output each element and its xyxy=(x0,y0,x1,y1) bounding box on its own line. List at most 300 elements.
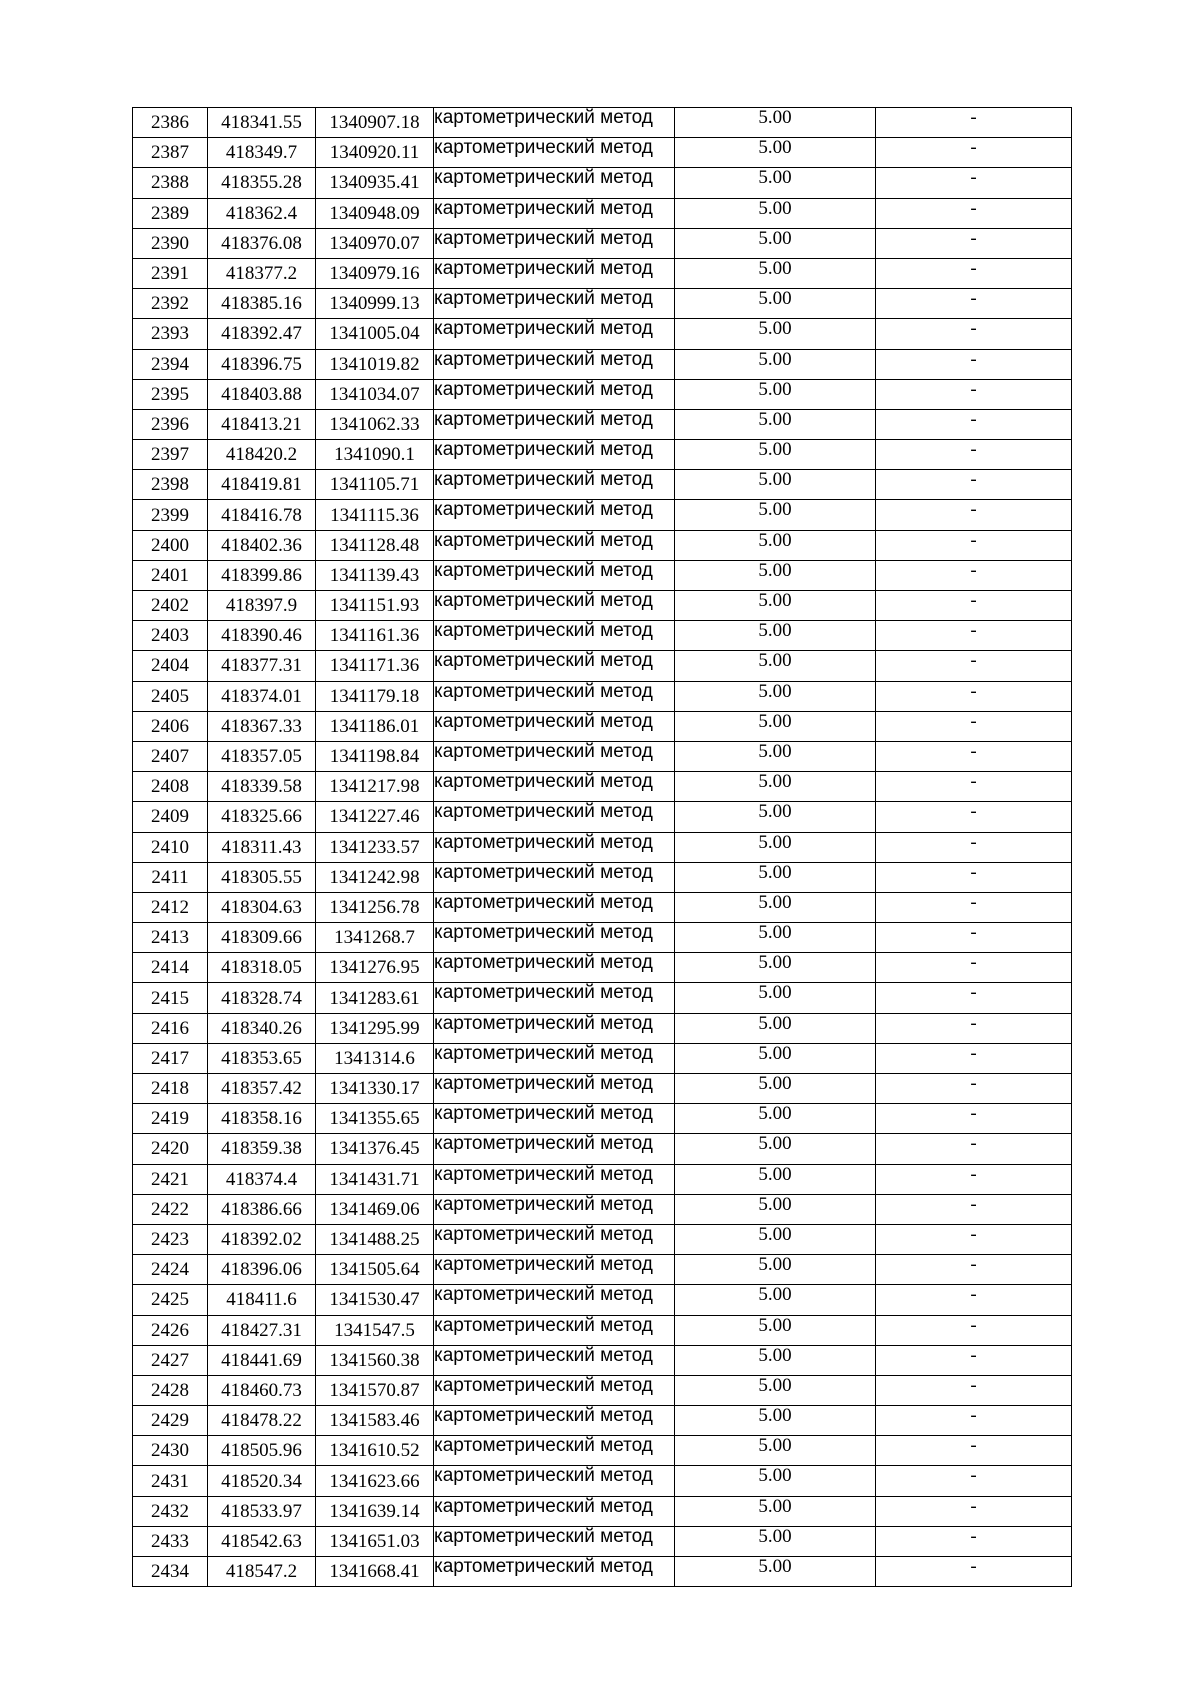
x-coordinate-cell: 418386.66 xyxy=(208,1194,316,1224)
point-number-cell: 2419 xyxy=(133,1104,208,1134)
accuracy-cell: 5.00 xyxy=(675,621,876,651)
method-cell: картометрический метод xyxy=(434,319,675,349)
y-coordinate-cell: 1341330.17 xyxy=(316,1074,434,1104)
note-cell: - xyxy=(876,1194,1072,1224)
x-coordinate-cell: 418441.69 xyxy=(208,1345,316,1375)
accuracy-cell: 5.00 xyxy=(675,1375,876,1405)
x-coordinate-cell: 418328.74 xyxy=(208,983,316,1013)
point-number-cell: 2427 xyxy=(133,1345,208,1375)
accuracy-cell: 5.00 xyxy=(675,1013,876,1043)
coordinates-table xyxy=(132,107,1072,1587)
x-coordinate-cell: 418377.2 xyxy=(208,258,316,288)
x-coordinate-cell: 418374.01 xyxy=(208,681,316,711)
point-number-cell: 2393 xyxy=(133,319,208,349)
note-cell: - xyxy=(876,319,1072,349)
note-cell: - xyxy=(876,741,1072,771)
note-cell: - xyxy=(876,228,1072,258)
method-cell: картометрический метод xyxy=(434,1194,675,1224)
table-row xyxy=(133,1134,1072,1164)
method-cell: картометрический метод xyxy=(434,168,675,198)
accuracy-cell: 5.00 xyxy=(675,651,876,681)
y-coordinate-cell: 1341610.52 xyxy=(316,1436,434,1466)
y-coordinate-cell: 1341242.98 xyxy=(316,862,434,892)
note-cell: - xyxy=(876,168,1072,198)
note-cell: - xyxy=(876,108,1072,138)
method-cell: картометрический метод xyxy=(434,892,675,922)
y-coordinate-cell: 1341227.46 xyxy=(316,802,434,832)
point-number-cell: 2389 xyxy=(133,198,208,228)
x-coordinate-cell: 418318.05 xyxy=(208,953,316,983)
x-coordinate-cell: 418505.96 xyxy=(208,1436,316,1466)
x-coordinate-cell: 418396.06 xyxy=(208,1255,316,1285)
table-row xyxy=(133,591,1072,621)
table-row xyxy=(133,1466,1072,1496)
method-cell: картометрический метод xyxy=(434,711,675,741)
table-row xyxy=(133,1496,1072,1526)
note-cell: - xyxy=(876,1255,1072,1285)
note-cell: - xyxy=(876,1164,1072,1194)
accuracy-cell: 5.00 xyxy=(675,681,876,711)
method-cell: картометрический метод xyxy=(434,1043,675,1073)
point-number-cell: 2404 xyxy=(133,651,208,681)
table-row xyxy=(133,1526,1072,1556)
x-coordinate-cell: 418478.22 xyxy=(208,1406,316,1436)
method-cell: картометрический метод xyxy=(434,1406,675,1436)
table-row xyxy=(133,108,1072,138)
method-cell: картометрический метод xyxy=(434,138,675,168)
x-coordinate-cell: 418547.2 xyxy=(208,1557,316,1587)
method-cell: картометрический метод xyxy=(434,1345,675,1375)
table-row xyxy=(133,1194,1072,1224)
method-cell: картометрический метод xyxy=(434,1074,675,1104)
x-coordinate-cell: 418411.6 xyxy=(208,1285,316,1315)
table-row xyxy=(133,1436,1072,1466)
method-cell: картометрический метод xyxy=(434,289,675,319)
point-number-cell: 2394 xyxy=(133,349,208,379)
x-coordinate-cell: 418353.65 xyxy=(208,1043,316,1073)
method-cell: картометрический метод xyxy=(434,1224,675,1254)
x-coordinate-cell: 418399.86 xyxy=(208,560,316,590)
table-row xyxy=(133,1285,1072,1315)
y-coordinate-cell: 1341505.64 xyxy=(316,1255,434,1285)
table-row xyxy=(133,711,1072,741)
y-coordinate-cell: 1341161.36 xyxy=(316,621,434,651)
table-row xyxy=(133,530,1072,560)
accuracy-cell: 5.00 xyxy=(675,1043,876,1073)
table-row xyxy=(133,832,1072,862)
x-coordinate-cell: 418460.73 xyxy=(208,1375,316,1405)
note-cell: - xyxy=(876,470,1072,500)
note-cell: - xyxy=(876,802,1072,832)
accuracy-cell: 5.00 xyxy=(675,168,876,198)
x-coordinate-cell: 418416.78 xyxy=(208,500,316,530)
table-row xyxy=(133,289,1072,319)
method-cell: картометрический метод xyxy=(434,1104,675,1134)
x-coordinate-cell: 418427.31 xyxy=(208,1315,316,1345)
accuracy-cell: 5.00 xyxy=(675,440,876,470)
note-cell: - xyxy=(876,1466,1072,1496)
table-row xyxy=(133,1315,1072,1345)
y-coordinate-cell: 1340999.13 xyxy=(316,289,434,319)
note-cell: - xyxy=(876,772,1072,802)
x-coordinate-cell: 418533.97 xyxy=(208,1496,316,1526)
y-coordinate-cell: 1341376.45 xyxy=(316,1134,434,1164)
point-number-cell: 2413 xyxy=(133,923,208,953)
accuracy-cell: 5.00 xyxy=(675,591,876,621)
accuracy-cell: 5.00 xyxy=(675,1194,876,1224)
accuracy-cell: 5.00 xyxy=(675,832,876,862)
y-coordinate-cell: 1341583.46 xyxy=(316,1406,434,1436)
point-number-cell: 2417 xyxy=(133,1043,208,1073)
y-coordinate-cell: 1341256.78 xyxy=(316,892,434,922)
point-number-cell: 2422 xyxy=(133,1194,208,1224)
note-cell: - xyxy=(876,621,1072,651)
method-cell: картометрический метод xyxy=(434,1255,675,1285)
x-coordinate-cell: 418358.16 xyxy=(208,1104,316,1134)
y-coordinate-cell: 1341151.93 xyxy=(316,591,434,621)
point-number-cell: 2425 xyxy=(133,1285,208,1315)
y-coordinate-cell: 1341530.47 xyxy=(316,1285,434,1315)
table-row xyxy=(133,379,1072,409)
point-number-cell: 2402 xyxy=(133,591,208,621)
accuracy-cell: 5.00 xyxy=(675,289,876,319)
note-cell: - xyxy=(876,1013,1072,1043)
note-cell: - xyxy=(876,138,1072,168)
method-cell: картометрический метод xyxy=(434,1315,675,1345)
accuracy-cell: 5.00 xyxy=(675,530,876,560)
x-coordinate-cell: 418396.75 xyxy=(208,349,316,379)
point-number-cell: 2426 xyxy=(133,1315,208,1345)
x-coordinate-cell: 418542.63 xyxy=(208,1526,316,1556)
point-number-cell: 2416 xyxy=(133,1013,208,1043)
table-row xyxy=(133,621,1072,651)
note-cell: - xyxy=(876,560,1072,590)
note-cell: - xyxy=(876,862,1072,892)
note-cell: - xyxy=(876,409,1072,439)
y-coordinate-cell: 1341623.66 xyxy=(316,1466,434,1496)
y-coordinate-cell: 1341668.41 xyxy=(316,1557,434,1587)
accuracy-cell: 5.00 xyxy=(675,923,876,953)
y-coordinate-cell: 1341570.87 xyxy=(316,1375,434,1405)
method-cell: картометрический метод xyxy=(434,1164,675,1194)
accuracy-cell: 5.00 xyxy=(675,802,876,832)
accuracy-cell: 5.00 xyxy=(675,1164,876,1194)
method-cell: картометрический метод xyxy=(434,1466,675,1496)
x-coordinate-cell: 418325.66 xyxy=(208,802,316,832)
method-cell: картометрический метод xyxy=(434,1557,675,1587)
table-row xyxy=(133,1557,1072,1587)
x-coordinate-cell: 418419.81 xyxy=(208,470,316,500)
x-coordinate-cell: 418392.02 xyxy=(208,1224,316,1254)
y-coordinate-cell: 1340970.07 xyxy=(316,228,434,258)
method-cell: картометрический метод xyxy=(434,349,675,379)
accuracy-cell: 5.00 xyxy=(675,108,876,138)
accuracy-cell: 5.00 xyxy=(675,198,876,228)
note-cell: - xyxy=(876,1224,1072,1254)
method-cell: картометрический метод xyxy=(434,530,675,560)
point-number-cell: 2409 xyxy=(133,802,208,832)
table-row xyxy=(133,1074,1072,1104)
note-cell: - xyxy=(876,832,1072,862)
accuracy-cell: 5.00 xyxy=(675,470,876,500)
x-coordinate-cell: 418311.43 xyxy=(208,832,316,862)
method-cell: картометрический метод xyxy=(434,591,675,621)
note-cell: - xyxy=(876,591,1072,621)
table-row xyxy=(133,440,1072,470)
x-coordinate-cell: 418355.28 xyxy=(208,168,316,198)
accuracy-cell: 5.00 xyxy=(675,711,876,741)
accuracy-cell: 5.00 xyxy=(675,953,876,983)
y-coordinate-cell: 1341090.1 xyxy=(316,440,434,470)
y-coordinate-cell: 1340920.11 xyxy=(316,138,434,168)
table-row xyxy=(133,862,1072,892)
method-cell: картометрический метод xyxy=(434,1285,675,1315)
point-number-cell: 2386 xyxy=(133,108,208,138)
accuracy-cell: 5.00 xyxy=(675,138,876,168)
method-cell: картометрический метод xyxy=(434,923,675,953)
accuracy-cell: 5.00 xyxy=(675,1436,876,1466)
note-cell: - xyxy=(876,1557,1072,1587)
note-cell: - xyxy=(876,198,1072,228)
accuracy-cell: 5.00 xyxy=(675,1557,876,1587)
table-row xyxy=(133,1255,1072,1285)
x-coordinate-cell: 418304.63 xyxy=(208,892,316,922)
note-cell: - xyxy=(876,923,1072,953)
note-cell: - xyxy=(876,440,1072,470)
accuracy-cell: 5.00 xyxy=(675,892,876,922)
y-coordinate-cell: 1341283.61 xyxy=(316,983,434,1013)
accuracy-cell: 5.00 xyxy=(675,409,876,439)
y-coordinate-cell: 1340907.18 xyxy=(316,108,434,138)
table-row xyxy=(133,983,1072,1013)
note-cell: - xyxy=(876,1285,1072,1315)
point-number-cell: 2388 xyxy=(133,168,208,198)
x-coordinate-cell: 418359.38 xyxy=(208,1134,316,1164)
y-coordinate-cell: 1341171.36 xyxy=(316,651,434,681)
method-cell: картометрический метод xyxy=(434,1134,675,1164)
point-number-cell: 2433 xyxy=(133,1526,208,1556)
accuracy-cell: 5.00 xyxy=(675,1496,876,1526)
method-cell: картометрический метод xyxy=(434,560,675,590)
x-coordinate-cell: 418309.66 xyxy=(208,923,316,953)
method-cell: картометрический метод xyxy=(434,832,675,862)
table-row xyxy=(133,1406,1072,1436)
point-number-cell: 2408 xyxy=(133,772,208,802)
table-row xyxy=(133,1013,1072,1043)
point-number-cell: 2423 xyxy=(133,1224,208,1254)
table-row xyxy=(133,681,1072,711)
note-cell: - xyxy=(876,1345,1072,1375)
point-number-cell: 2411 xyxy=(133,862,208,892)
y-coordinate-cell: 1341314.6 xyxy=(316,1043,434,1073)
y-coordinate-cell: 1341217.98 xyxy=(316,772,434,802)
note-cell: - xyxy=(876,530,1072,560)
point-number-cell: 2420 xyxy=(133,1134,208,1164)
method-cell: картометрический метод xyxy=(434,1436,675,1466)
x-coordinate-cell: 418392.47 xyxy=(208,319,316,349)
y-coordinate-cell: 1341355.65 xyxy=(316,1104,434,1134)
point-number-cell: 2396 xyxy=(133,409,208,439)
point-number-cell: 2434 xyxy=(133,1557,208,1587)
y-coordinate-cell: 1341062.33 xyxy=(316,409,434,439)
x-coordinate-cell: 418367.33 xyxy=(208,711,316,741)
accuracy-cell: 5.00 xyxy=(675,862,876,892)
x-coordinate-cell: 418397.9 xyxy=(208,591,316,621)
point-number-cell: 2407 xyxy=(133,741,208,771)
note-cell: - xyxy=(876,1375,1072,1405)
y-coordinate-cell: 1341560.38 xyxy=(316,1345,434,1375)
note-cell: - xyxy=(876,983,1072,1013)
x-coordinate-cell: 418374.4 xyxy=(208,1164,316,1194)
accuracy-cell: 5.00 xyxy=(675,1526,876,1556)
table-row xyxy=(133,953,1072,983)
x-coordinate-cell: 418339.58 xyxy=(208,772,316,802)
note-cell: - xyxy=(876,258,1072,288)
note-cell: - xyxy=(876,1526,1072,1556)
accuracy-cell: 5.00 xyxy=(675,1134,876,1164)
table-row xyxy=(133,741,1072,771)
y-coordinate-cell: 1341139.43 xyxy=(316,560,434,590)
accuracy-cell: 5.00 xyxy=(675,319,876,349)
note-cell: - xyxy=(876,349,1072,379)
x-coordinate-cell: 418341.55 xyxy=(208,108,316,138)
accuracy-cell: 5.00 xyxy=(675,560,876,590)
note-cell: - xyxy=(876,711,1072,741)
point-number-cell: 2415 xyxy=(133,983,208,1013)
accuracy-cell: 5.00 xyxy=(675,1224,876,1254)
method-cell: картометрический метод xyxy=(434,1013,675,1043)
table-row xyxy=(133,1043,1072,1073)
note-cell: - xyxy=(876,379,1072,409)
method-cell: картометрический метод xyxy=(434,470,675,500)
method-cell: картометрический метод xyxy=(434,621,675,651)
method-cell: картометрический метод xyxy=(434,440,675,470)
point-number-cell: 2387 xyxy=(133,138,208,168)
table-row xyxy=(133,1224,1072,1254)
y-coordinate-cell: 1340935.41 xyxy=(316,168,434,198)
y-coordinate-cell: 1341295.99 xyxy=(316,1013,434,1043)
y-coordinate-cell: 1341128.48 xyxy=(316,530,434,560)
table-row xyxy=(133,228,1072,258)
method-cell: картометрический метод xyxy=(434,198,675,228)
method-cell: картометрический метод xyxy=(434,651,675,681)
point-number-cell: 2400 xyxy=(133,530,208,560)
point-number-cell: 2432 xyxy=(133,1496,208,1526)
table-row xyxy=(133,168,1072,198)
point-number-cell: 2414 xyxy=(133,953,208,983)
point-number-cell: 2410 xyxy=(133,832,208,862)
note-cell: - xyxy=(876,500,1072,530)
x-coordinate-cell: 418420.2 xyxy=(208,440,316,470)
point-number-cell: 2392 xyxy=(133,289,208,319)
point-number-cell: 2405 xyxy=(133,681,208,711)
y-coordinate-cell: 1340948.09 xyxy=(316,198,434,228)
point-number-cell: 2391 xyxy=(133,258,208,288)
coordinates-table-body xyxy=(133,108,1072,1587)
y-coordinate-cell: 1341233.57 xyxy=(316,832,434,862)
note-cell: - xyxy=(876,1104,1072,1134)
accuracy-cell: 5.00 xyxy=(675,1255,876,1285)
x-coordinate-cell: 418402.36 xyxy=(208,530,316,560)
y-coordinate-cell: 1341488.25 xyxy=(316,1224,434,1254)
accuracy-cell: 5.00 xyxy=(675,500,876,530)
method-cell: картометрический метод xyxy=(434,741,675,771)
x-coordinate-cell: 418385.16 xyxy=(208,289,316,319)
table-row xyxy=(133,1375,1072,1405)
y-coordinate-cell: 1341268.7 xyxy=(316,923,434,953)
table-row xyxy=(133,892,1072,922)
note-cell: - xyxy=(876,1074,1072,1104)
method-cell: картометрический метод xyxy=(434,500,675,530)
y-coordinate-cell: 1341651.03 xyxy=(316,1526,434,1556)
accuracy-cell: 5.00 xyxy=(675,1285,876,1315)
accuracy-cell: 5.00 xyxy=(675,1315,876,1345)
y-coordinate-cell: 1340979.16 xyxy=(316,258,434,288)
y-coordinate-cell: 1341186.01 xyxy=(316,711,434,741)
table-row xyxy=(133,198,1072,228)
y-coordinate-cell: 1341198.84 xyxy=(316,741,434,771)
accuracy-cell: 5.00 xyxy=(675,983,876,1013)
accuracy-cell: 5.00 xyxy=(675,1345,876,1375)
note-cell: - xyxy=(876,1043,1072,1073)
y-coordinate-cell: 1341639.14 xyxy=(316,1496,434,1526)
point-number-cell: 2403 xyxy=(133,621,208,651)
method-cell: картометрический метод xyxy=(434,953,675,983)
method-cell: картометрический метод xyxy=(434,1496,675,1526)
y-coordinate-cell: 1341469.06 xyxy=(316,1194,434,1224)
accuracy-cell: 5.00 xyxy=(675,349,876,379)
point-number-cell: 2418 xyxy=(133,1074,208,1104)
method-cell: картометрический метод xyxy=(434,379,675,409)
point-number-cell: 2430 xyxy=(133,1436,208,1466)
x-coordinate-cell: 418357.42 xyxy=(208,1074,316,1104)
accuracy-cell: 5.00 xyxy=(675,258,876,288)
x-coordinate-cell: 418305.55 xyxy=(208,862,316,892)
point-number-cell: 2429 xyxy=(133,1406,208,1436)
point-number-cell: 2424 xyxy=(133,1255,208,1285)
y-coordinate-cell: 1341115.36 xyxy=(316,500,434,530)
note-cell: - xyxy=(876,1496,1072,1526)
x-coordinate-cell: 418357.05 xyxy=(208,741,316,771)
accuracy-cell: 5.00 xyxy=(675,1104,876,1134)
table-row xyxy=(133,923,1072,953)
method-cell: картометрический метод xyxy=(434,862,675,892)
y-coordinate-cell: 1341019.82 xyxy=(316,349,434,379)
table-row xyxy=(133,772,1072,802)
x-coordinate-cell: 418403.88 xyxy=(208,379,316,409)
y-coordinate-cell: 1341179.18 xyxy=(316,681,434,711)
y-coordinate-cell: 1341034.07 xyxy=(316,379,434,409)
table-row xyxy=(133,1164,1072,1194)
table-row xyxy=(133,258,1072,288)
x-coordinate-cell: 418340.26 xyxy=(208,1013,316,1043)
x-coordinate-cell: 418390.46 xyxy=(208,621,316,651)
point-number-cell: 2412 xyxy=(133,892,208,922)
x-coordinate-cell: 418377.31 xyxy=(208,651,316,681)
y-coordinate-cell: 1341431.71 xyxy=(316,1164,434,1194)
x-coordinate-cell: 418520.34 xyxy=(208,1466,316,1496)
method-cell: картометрический метод xyxy=(434,983,675,1013)
accuracy-cell: 5.00 xyxy=(675,1074,876,1104)
method-cell: картометрический метод xyxy=(434,228,675,258)
point-number-cell: 2428 xyxy=(133,1375,208,1405)
table-row xyxy=(133,319,1072,349)
table-row xyxy=(133,1345,1072,1375)
x-coordinate-cell: 418362.4 xyxy=(208,198,316,228)
point-number-cell: 2390 xyxy=(133,228,208,258)
y-coordinate-cell: 1341276.95 xyxy=(316,953,434,983)
point-number-cell: 2395 xyxy=(133,379,208,409)
